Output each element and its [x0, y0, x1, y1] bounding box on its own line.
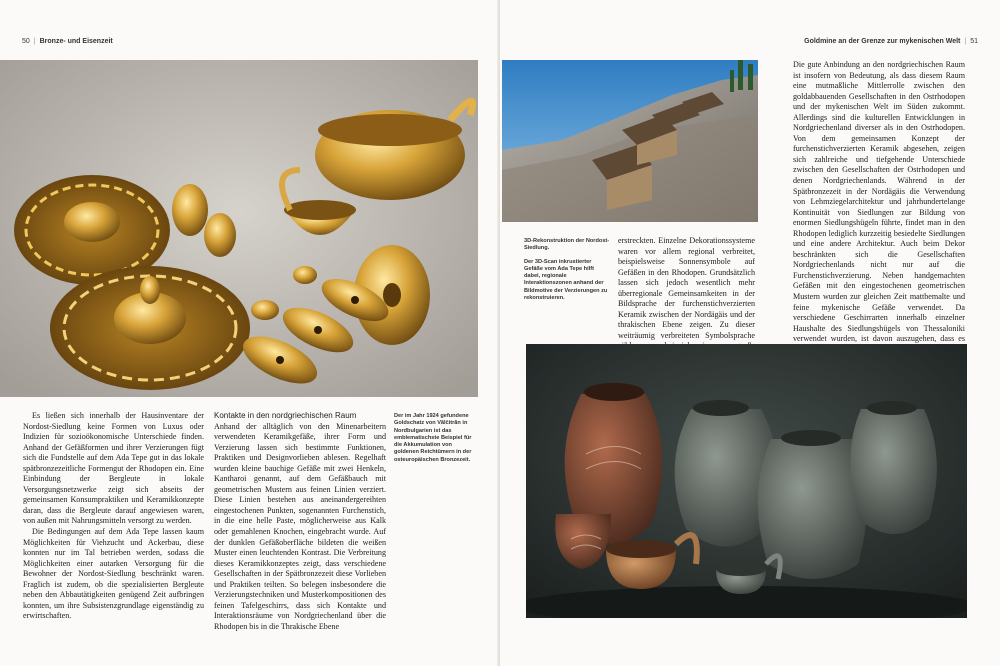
pottery-photo [526, 344, 967, 618]
running-title: Bronze- und Eisenzeit [39, 38, 113, 45]
gold-treasure-photo [0, 60, 478, 397]
text-column-right [793, 60, 965, 355]
caption-title: 3D-Rekonstruktion der Nordost-Siedlung. [524, 238, 610, 252]
right-page [500, 0, 1000, 666]
text-column-2 [214, 411, 386, 632]
reconstruction-image [502, 60, 758, 222]
paragraph: Die gute Anbindung an den nordgriechischen Raum ist insofern von Bedeutung, als dass diesem Raum eine mutmaßliche Mittlerrolle zwischen den goldabbauenden Gesellschaften in den Ostrhodopen und der mykenischen Welt im Süden zukommt. Allerdings sind die kulturellen Entwicklungen in Nordgriechenland diverser als in den Ostrhodopen. Von dem gemeinsamen Konzept der furchenstichverzierten Keramik abgesehen, zeigen sich zahlreiche und tiefgehende Unterschiede zwischen den Gesellschaften der Ostrhodopen und denen Nordgriechenlands. Während in der Spätbronzezeit in der Nordägäis die Verwendung von Lehmziegelarchitektur und jahrhundertelange Kontinuität von Siedlungen zur Bildung von enormen Siedlungshügeln führte, findet man in den Rhodopen lediglich kurzzeitig besiedelte Siedlungen und eine andere Architektur. Auch beim Dekor beschränkten sich die Gesellschaften Nordgriechenlands nicht nur auf die Furchenstichverzierung. Neben handgemachten Gefäßen mit den eingestochenen geometrischen Mustern wurden zur gleichen Zeit mattbemalte und feine mykenische Gefäße verwendet. Da verschiedene Geschirrarten innerhalb einzelner Haushalte des Siedlungshügels von Thessaloniki verwendet wurden, ist davon auszugehen, dass es [793, 60, 965, 344]
paragraph: erstreckten. Einzelne Dekorationssysteme waren vor allem regional verbreitet, beispielsweise Sonnensymbole auf Gefäßen in den Rhodopen. Grundsätzlich lassen sich jedoch wesentlich mehr überregionale Gemeinsamkeiten in der Bildsprache der furchenstichverzierten Keramik zwischen der Nordägäis und der thrakischen Ebene zeigen. Zu dieser weiträumig verbreiteten Symbolsprache [618, 236, 755, 340]
text-column-1 [23, 411, 204, 622]
paragraph: Anhand der alltäglich von den Minenarbeitern verwendeten Keramikgefäße, ihrer Form und Verzierung lassen sich bestimmte Funktionen, Praktiken und Designvorlieben ablesen. Regelhaft wurden kleine bauchige Gefäße mit zwei Henkeln, Kantharoi genannt, auf dem Gefäßbauch mit geometrischen Mustern aus feinen Linien verziert. Diese Linien bestehen aus aneinandergereihten eingestochenen Punkten, sogenannten Furchenstich, in die eine helle Paste, möglicherweise aus Kalk oder gemahlenen Knochen, eingebracht wurde. Auf der dunklen Gefäßoberfläche bildeten die weißen Muster einen leuchtenden Kontrast. Die Verbreitung dieses Keramikkonzeptes zeigt, dass verschiedene Gesellschaften in der Spätbronzezeit diese Vorlieben und Praktiken teilten. So belegen insbesondere die Verzierungstechniken und Musterkompositionen des feinen Tafelgeschirrs, dass sich Kontakte und Interaktionsräume von Nordgriechenland über die Rhodopen bis in die Thrakische Ebene [214, 421, 386, 631]
page-number: 51 [970, 38, 978, 45]
paragraph: Es ließen sich innerhalb der Hausinventare der Nordost-Siedlung keine Formen von Luxus oder Indizien für sozioökonomische Unterschiede finden. Anhand der Gefäßformen und ihrer Verzierungen fügt sich die Fundstelle auf dem Ada Tepe gut in das lokale spätbronzezeitliche Formengut der Rhodopen ein. Eine Einbindung der Bergleute in lokale Versorgungsnetzwerke zeigt sich abseits der gemeinsamen Konsumpraktiken und Keramikkonzepte daran, dass die Bergleute darauf angewiesen waren, von außen mit Nahrungsmitteln versorgt zu werden. [23, 411, 204, 526]
page-number: 50 [22, 38, 30, 45]
caption-text: Der 3D-Scan inkrustierter Gefäße vom Ada Tepe hilft dabei, regionale Interaktionszonen anhand der Bildmotive der Verzierungen zu rekonstruieren. [524, 258, 608, 302]
paragraph: Die Bedingungen auf dem Ada Tepe lassen kaum Möglichkeiten für Viehzucht und Ackerbau, diese konnten nur im Tal betrieben werden, sodass die Möglichkeiten einer autarken Versorgung für die Bewohner der Nordost-Siedlung beschränkt waren. Fraglich ist zudem, ob die spezialisierten Bergleute neben den Abbautätigkeiten genügend Zeit aufbringen konnten, um ihre Subsistenzgrundlage eigenständig zu erwirtschaften. [23, 527, 204, 621]
running-head-right: Goldmine an der Grenze zur mykenischen Welt | 51 [804, 38, 978, 45]
running-title: Goldmine an der Grenze zur mykenischen Welt [804, 38, 961, 45]
caption-gold-treasure [394, 413, 478, 470]
left-page [0, 0, 498, 666]
caption-3d [524, 238, 610, 308]
caption-text: Der im Jahr 1924 gefundene Goldschatz von Vălčitrăn in Nordbulgarien ist das emblematischste Beispiel für die Akkumulation von goldenen Reichtümern in der osteuropäischen Bronzezeit. [394, 413, 472, 463]
running-head-left: 50 | Bronze- und Eisenzeit [22, 38, 113, 45]
section-heading: Kontakte in den nordgriechischen Raum [214, 411, 357, 420]
